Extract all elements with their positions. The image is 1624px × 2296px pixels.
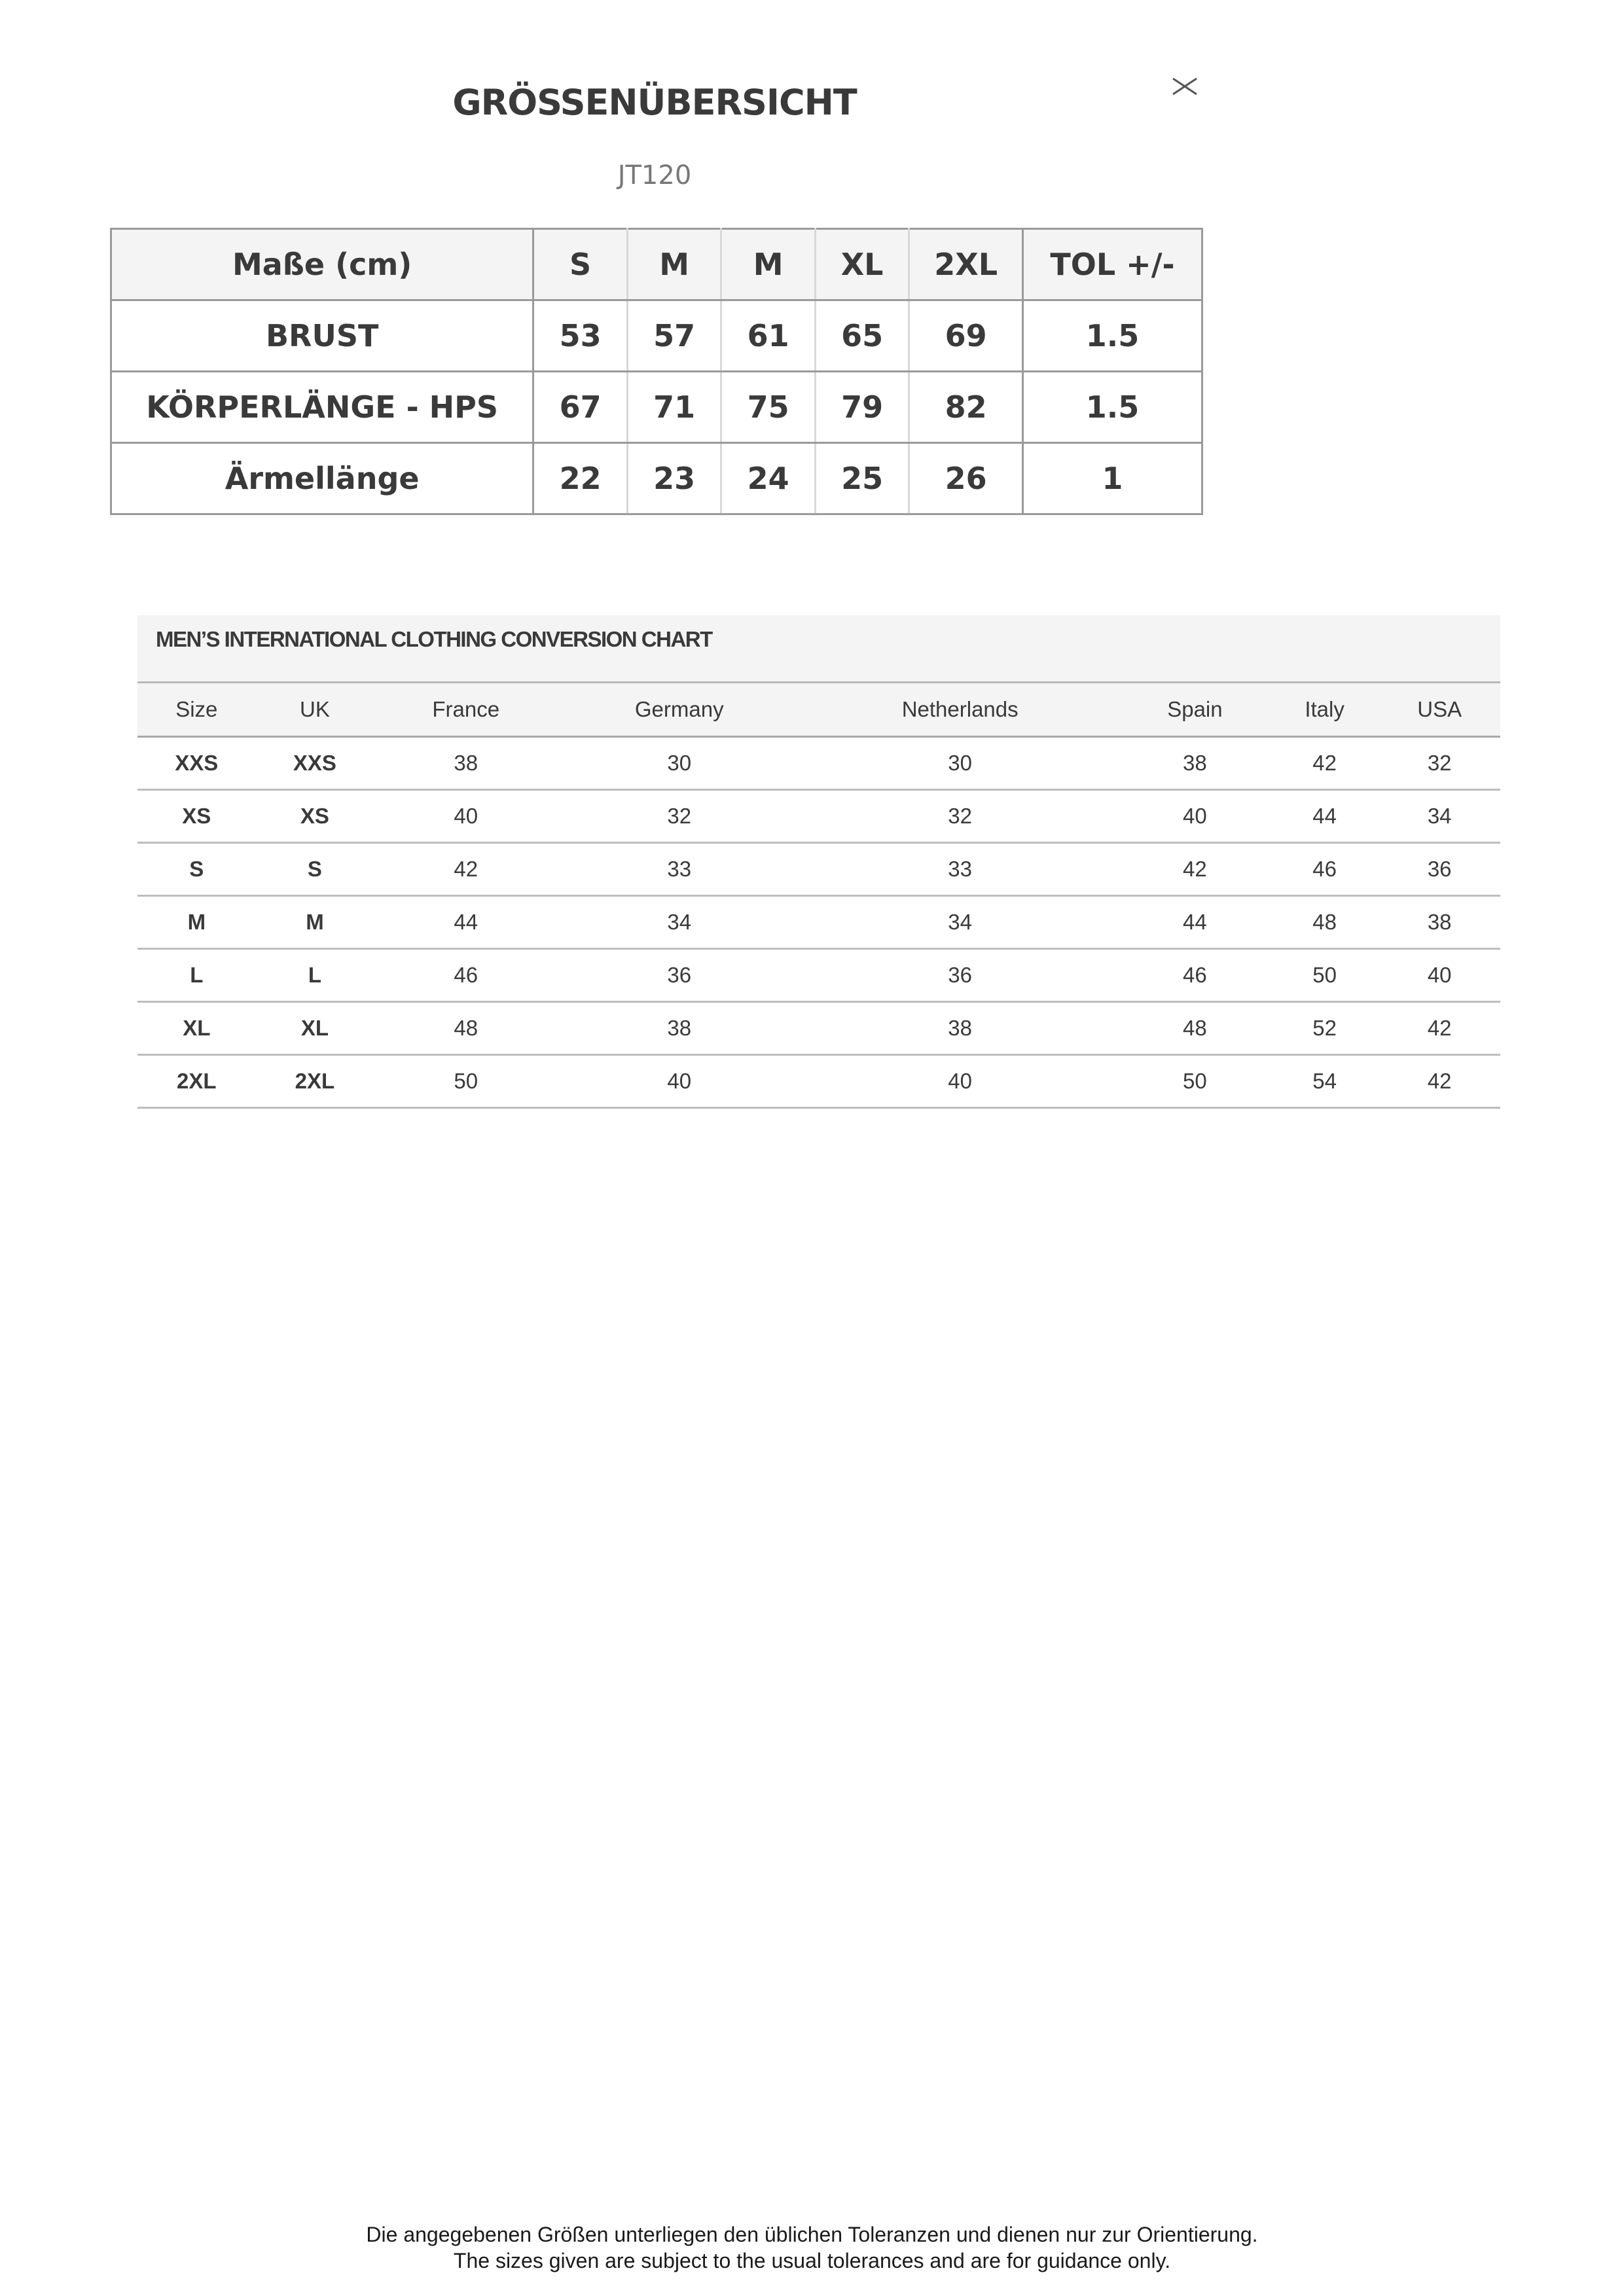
table-row	[137, 949, 1500, 1002]
table-cell: XXS	[256, 737, 374, 790]
table-cell: 32	[1379, 737, 1500, 790]
table-cell: 75	[721, 372, 816, 443]
table-cell: 34	[1379, 790, 1500, 843]
table-cell: 46	[374, 949, 558, 1002]
table-cell: 36	[558, 949, 801, 1002]
close-icon[interactable]	[1170, 76, 1199, 97]
row-label: KÖRPERLÄNGE - HPS	[111, 372, 533, 443]
table-cell: 33	[801, 843, 1119, 896]
table-cell: 67	[533, 372, 628, 443]
column-header: Spain	[1119, 683, 1271, 737]
table-cell: 82	[909, 372, 1023, 443]
table-cell: 26	[909, 443, 1023, 514]
table-cell: 30	[558, 737, 801, 790]
table-cell: 2XL	[256, 1055, 374, 1108]
table-row	[137, 1055, 1500, 1108]
row-label: XXS	[137, 737, 256, 790]
table-cell: 44	[1271, 790, 1379, 843]
table-cell: 38	[374, 737, 558, 790]
row-label: XL	[137, 1002, 256, 1055]
table-cell: 71	[627, 372, 721, 443]
table-cell: 42	[1119, 843, 1271, 896]
table-cell: 42	[374, 843, 558, 896]
table-cell: 38	[801, 1002, 1119, 1055]
table-cell: 24	[721, 443, 816, 514]
table-cell: 52	[1271, 1002, 1379, 1055]
column-header: Maße (cm)	[111, 229, 533, 300]
footer-note-en: The sizes given are subject to the usual tolerances and are for guidance only.	[453, 2249, 1171, 2272]
table-cell: 1.5	[1022, 372, 1202, 443]
column-header: Netherlands	[801, 683, 1119, 737]
row-label: BRUST	[111, 300, 533, 372]
table-cell: 32	[801, 790, 1119, 843]
column-header: S	[533, 229, 628, 300]
column-header: France	[374, 683, 558, 737]
product-code: JT120	[617, 160, 692, 190]
column-header: UK	[256, 683, 374, 737]
table-cell: 30	[801, 737, 1119, 790]
table-cell: XS	[256, 790, 374, 843]
table-cell: 34	[801, 896, 1119, 949]
table-cell: 38	[1119, 737, 1271, 790]
table-cell: 48	[1271, 896, 1379, 949]
table-cell: 1.5	[1022, 300, 1202, 372]
row-label: Ärmellänge	[111, 443, 533, 514]
table-row	[111, 300, 1202, 372]
table-row	[111, 443, 1202, 514]
table-cell: 61	[721, 300, 816, 372]
table-row	[111, 372, 1202, 443]
column-header: 2XL	[909, 229, 1023, 300]
table-cell: 38	[558, 1002, 801, 1055]
table-cell: 69	[909, 300, 1023, 372]
table-cell: L	[256, 949, 374, 1002]
column-header: M	[721, 229, 816, 300]
table-cell: 33	[558, 843, 801, 896]
table-cell: 1	[1022, 443, 1202, 514]
column-header: Size	[137, 683, 256, 737]
table-cell: M	[256, 896, 374, 949]
table-cell: XL	[256, 1002, 374, 1055]
column-header: TOL +/-	[1022, 229, 1202, 300]
table-cell: 48	[374, 1002, 558, 1055]
table-cell: 79	[815, 372, 909, 443]
table-cell: 48	[1119, 1002, 1271, 1055]
conversion-chart-title: MEN’S INTERNATIONAL CLOTHING CONVERSION CHART	[137, 615, 1500, 683]
size-overview-table	[110, 228, 1203, 515]
page-title: GRÖSSENÜBERSICHT	[452, 82, 857, 123]
column-header: Germany	[558, 683, 801, 737]
column-header: Italy	[1271, 683, 1379, 737]
table-cell: 23	[627, 443, 721, 514]
footer-note-de: Die angegebenen Größen unterliegen den üblichen Toleranzen und dienen nur zur Orientierung.	[366, 2223, 1258, 2246]
table-cell: 40	[801, 1055, 1119, 1108]
table-cell: 44	[374, 896, 558, 949]
table-row	[137, 1002, 1500, 1055]
footer-note	[0, 2221, 1624, 2274]
table-cell: 46	[1119, 949, 1271, 1002]
table-cell: 36	[801, 949, 1119, 1002]
row-label: L	[137, 949, 256, 1002]
conversion-table	[137, 683, 1500, 1109]
table-cell: 54	[1271, 1055, 1379, 1108]
table-cell: 40	[1119, 790, 1271, 843]
table-row	[137, 790, 1500, 843]
table-cell: 25	[815, 443, 909, 514]
table-row	[137, 896, 1500, 949]
table-cell: 42	[1379, 1055, 1500, 1108]
table-cell: 65	[815, 300, 909, 372]
column-header: XL	[815, 229, 909, 300]
table-cell: 42	[1271, 737, 1379, 790]
row-label: S	[137, 843, 256, 896]
column-header: M	[627, 229, 721, 300]
table-cell: 50	[374, 1055, 558, 1108]
row-label: XS	[137, 790, 256, 843]
row-label: M	[137, 896, 256, 949]
table-cell: 34	[558, 896, 801, 949]
table-cell: 22	[533, 443, 628, 514]
table-cell: 44	[1119, 896, 1271, 949]
table-cell: 40	[374, 790, 558, 843]
table-cell: 42	[1379, 1002, 1500, 1055]
table-row	[137, 737, 1500, 790]
table-header-row	[137, 683, 1500, 737]
column-header: USA	[1379, 683, 1500, 737]
table-cell: 40	[558, 1055, 801, 1108]
table-cell: 50	[1271, 949, 1379, 1002]
table-row	[137, 843, 1500, 896]
table-cell: 53	[533, 300, 628, 372]
table-cell: 57	[627, 300, 721, 372]
table-cell: 40	[1379, 949, 1500, 1002]
table-cell: 50	[1119, 1055, 1271, 1108]
row-label: 2XL	[137, 1055, 256, 1108]
table-cell: 46	[1271, 843, 1379, 896]
table-header-row	[111, 229, 1202, 300]
table-cell: 38	[1379, 896, 1500, 949]
conversion-chart	[137, 615, 1500, 1109]
table-cell: 36	[1379, 843, 1500, 896]
table-cell: S	[256, 843, 374, 896]
table-cell: 32	[558, 790, 801, 843]
